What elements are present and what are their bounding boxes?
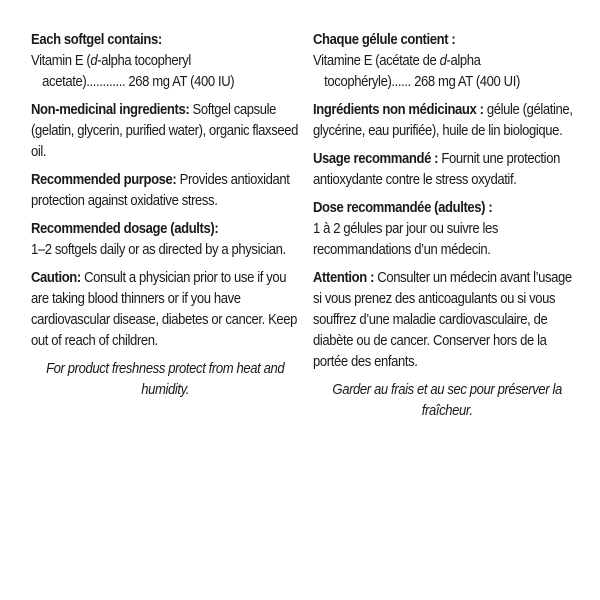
storage-note-fr: Garder au frais et au sec pour préserver la fraîcheur. [332, 381, 562, 419]
ingredient-amount-line-fr: tocophéryle)...... 268 mg AT (400 UI) [324, 73, 520, 90]
dosage-text-fr: 1 à 2 gélules par jour ou suivre les recommandations d’un médecin. [313, 220, 499, 258]
contains-heading: Each softgel contains: [31, 31, 162, 48]
ingredient-line [31, 50, 299, 71]
ingredient-text-fr: Vitamine E (acétate de [313, 52, 440, 69]
dosage-heading: Recommended dosage (adults): [31, 220, 219, 237]
dosage-section-fr [313, 197, 581, 260]
purpose-heading-fr: Usage recommandé : [313, 150, 439, 167]
non-medicinal-text: Softgel capsule (gelatin, glycerin, purified water), organic flaxseed oil. [31, 101, 298, 160]
caution-heading: Caution: [31, 269, 81, 286]
ingredient-italic-fr: d [439, 52, 447, 69]
dosage-heading-fr: Dose recommandée (adultes) : [313, 199, 493, 216]
non-medicinal-text-fr: gélule (gélatine, glycérine, eau purifiée), huile de lin biologique. [313, 101, 573, 139]
purpose-text-fr: Fournit une protection antioxydante contre le stress oxydatif. [313, 150, 560, 188]
ingredient-text-fr: -alpha [446, 52, 481, 69]
purpose-text: Provides antioxidant protection against oxidative stress. [31, 171, 290, 209]
caution-section-fr [313, 267, 581, 372]
ingredient-amount-line: acetate)............ 268 mg AT (400 IU) [42, 73, 235, 90]
contains-heading-fr: Chaque gélule contient : [313, 31, 456, 48]
purpose-section-fr [313, 148, 581, 190]
contains-section-fr [313, 29, 581, 92]
ingredient-line-fr [313, 50, 581, 71]
english-column [31, 29, 299, 400]
storage-note: For product freshness protect from heat and humidity. [46, 360, 285, 398]
non-medicinal-section-fr [313, 99, 581, 141]
non-medicinal-heading-fr: Ingrédients non médicinaux : [313, 101, 484, 118]
dosage-section [31, 218, 299, 260]
caution-text-fr: Consulter un médecin avant l’usage si vous prenez des anticoagulants ou si vous souffrez d’une maladie cardiovasculaire, de diabète ou de cancer. Conserver hors de la portée des enfants. [313, 269, 572, 370]
ingredient-italic: d [90, 52, 98, 69]
caution-heading-fr: Attention : [313, 269, 375, 286]
contains-section [31, 29, 299, 92]
purpose-section [31, 169, 299, 211]
purpose-heading: Recommended purpose: [31, 171, 177, 188]
non-medicinal-heading: Non-medicinal ingredients: [31, 101, 190, 118]
ingredient-text: Vitamin E ( [31, 52, 91, 69]
non-medicinal-section [31, 99, 299, 162]
caution-section [31, 267, 299, 351]
ingredient-text: -alpha tocopheryl [97, 52, 191, 69]
french-column [313, 29, 581, 421]
caution-text: Consult a physician prior to use if you are taking blood thinners or if you have cardiovascular disease, diabetes or cancer. Keep out of reach of children. [31, 269, 298, 349]
dosage-text: 1–2 softgels daily or as directed by a physician. [31, 241, 286, 258]
